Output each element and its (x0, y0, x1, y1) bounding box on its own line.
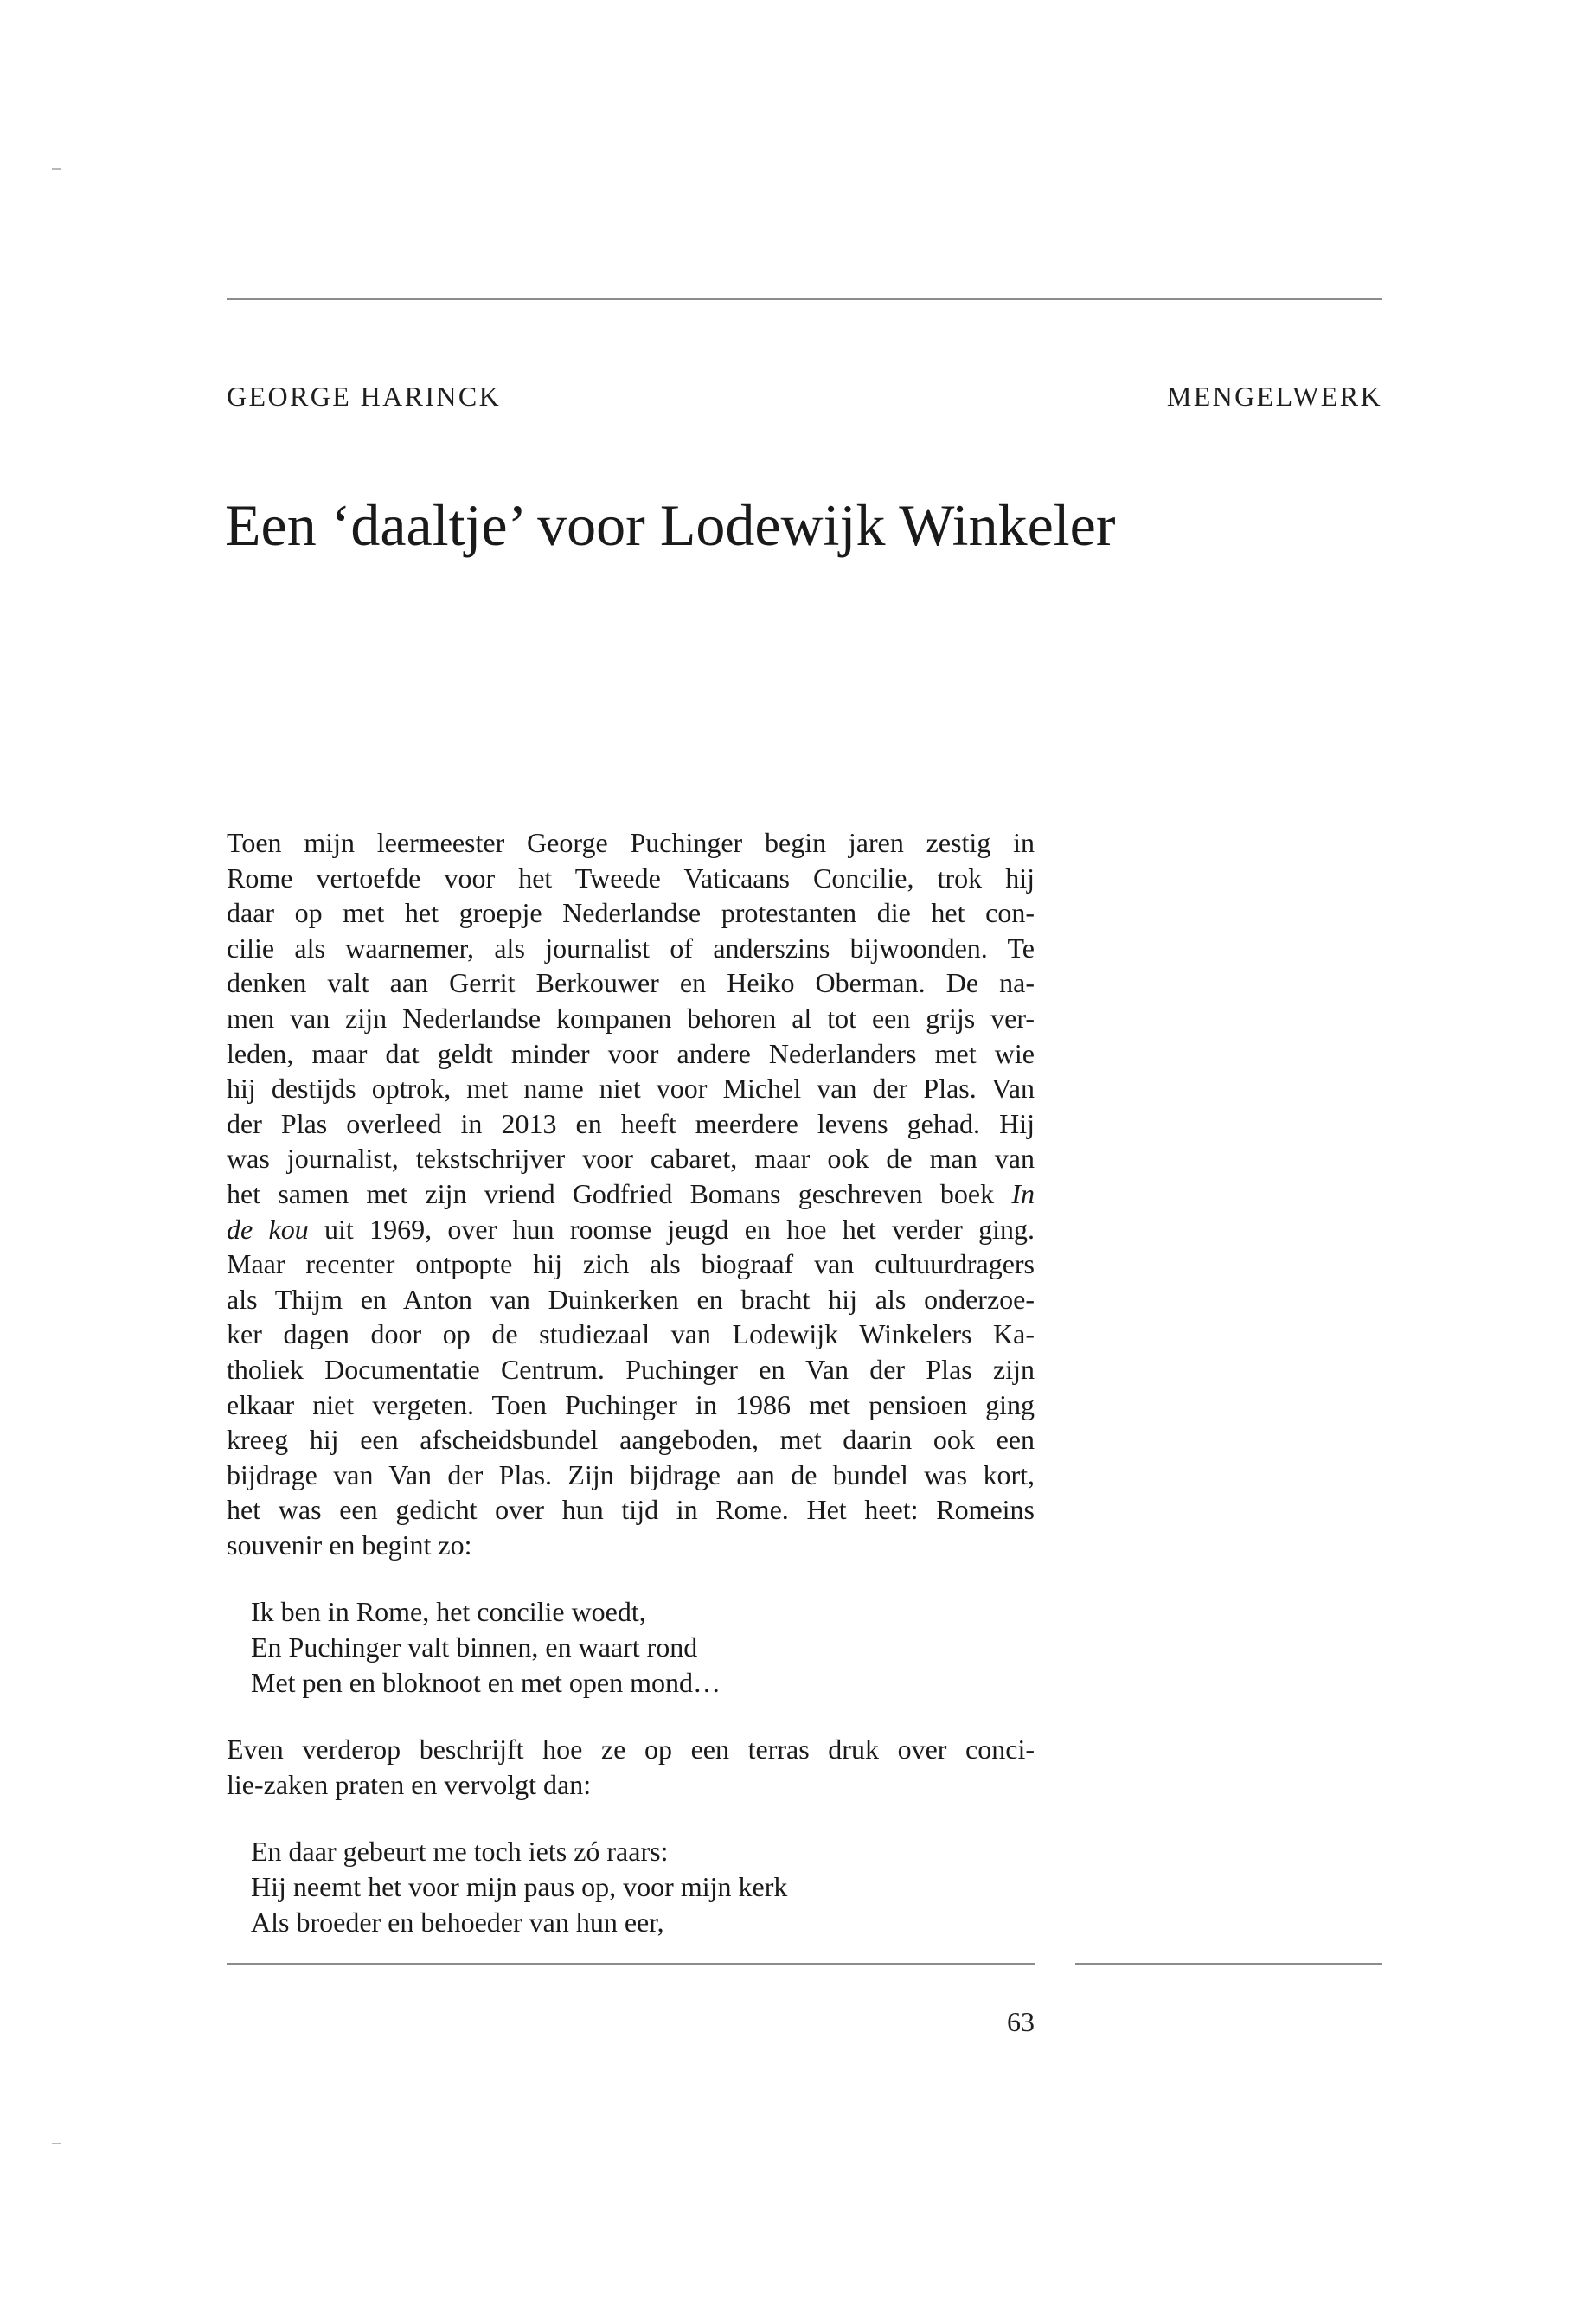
verse-line: Met pen en bloknoot en met open mond… (251, 1666, 721, 1698)
text-line: daar op met het groepje Nederlandse protestanten die het con- (227, 897, 1035, 929)
verse-quote-2 (227, 1834, 1035, 1939)
text-line: tholiek Documentatie Centrum. Puchinger en Van der Plas zijn (227, 1353, 1035, 1385)
paragraph-1 (227, 825, 1035, 1562)
spacer (227, 1802, 1035, 1834)
text-line: Rome vertoefde voor het Tweede Vaticaans Concilie, trok hij (227, 862, 1035, 894)
running-head-author: GEORGE HARINCK (227, 381, 502, 412)
text-line: was journalist, tekstschrijver voor cabaret, maar ook de man van (227, 1143, 1035, 1175)
running-head-section: MENGELWERK (1166, 381, 1382, 412)
text-line: denken valt aan Gerrit Berkouwer en Heiko Oberman. De na- (227, 967, 1035, 999)
header-rule (227, 298, 1382, 300)
crop-mark-bottom-left (52, 2143, 61, 2144)
verse-line: Hij neemt het voor mijn paus op, voor mijn kerk (251, 1871, 788, 1903)
text-line: ker dagen door op de studiezaal van Lodewijk Winkelers Ka- (227, 1318, 1035, 1350)
verse-line: Als broeder en behoeder van hun eer, (251, 1906, 664, 1938)
paragraph-2 (227, 1732, 1035, 1802)
text-line: Even verderop beschrijft hoe ze op een terras druk over conci- (227, 1734, 1035, 1766)
text-line: der Plas overleed in 2013 en heeft meerdere levens gehad. Hij (227, 1107, 1035, 1139)
crop-mark-top-left (52, 168, 61, 170)
text-segment: uit 1969, over hun roomse jeugd en hoe het verder ging. (308, 1213, 1035, 1245)
text-line: Maar recenter ontpopte hij zich als biograaf van cultuurdragers (227, 1248, 1035, 1280)
article-title: Een ‘daaltje’ voor Lodewijk Winkeler (225, 492, 1116, 558)
article-body (227, 825, 1035, 1939)
verse-line: En Puchinger valt binnen, en waart rond (251, 1631, 698, 1663)
text-line: men van zijn Nederlandse kompanen behoren al tot een grijs ver- (227, 1002, 1035, 1034)
book-title-italic: de kou (227, 1213, 309, 1245)
text-line: leden, maar dat geldt minder voor andere Nederlanders met wie (227, 1037, 1035, 1069)
text-line: lie-zaken praten en vervolgt dan: (227, 1768, 592, 1800)
verse-line: En daar gebeurt me toch iets zó raars: (251, 1836, 669, 1868)
text-segment: het samen met zijn vriend Godfried Bomans geschreven boek (227, 1177, 995, 1209)
spacer (227, 1700, 1035, 1732)
text-line: Toen mijn leermeester George Puchinger begin jaren zestig in (227, 827, 1035, 858)
text-line: als Thijm en Anton van Duinkerken en bracht hij als onderzoe- (227, 1283, 1035, 1315)
text-line: het was een gedicht over hun tijd in Rome. Het heet: Romeins (227, 1494, 1035, 1526)
book-title-italic: In (1011, 1177, 1035, 1209)
text-line (227, 1212, 1035, 1247)
page-number: 63 (1007, 2006, 1035, 2037)
text-line: hij destijds optrok, met name niet voor Michel van der Plas. Van (227, 1073, 1035, 1105)
verse-quote-1 (227, 1594, 1035, 1700)
text-line: elkaar niet vergeten. Toen Puchinger in 1986 met pensioen ging (227, 1388, 1035, 1420)
text-line: souvenir en begint zo: (227, 1529, 472, 1561)
text-line: cilie als waarnemer, als journalist of anderszins bijwoonden. Te (227, 932, 1035, 964)
verse-line: Ik ben in Rome, het concilie woedt, (251, 1596, 646, 1628)
spacer (227, 1562, 1035, 1594)
footer-rule-left (227, 1963, 1035, 1965)
text-line: kreeg hij een afscheidsbundel aangeboden, met daarin ook een (227, 1424, 1035, 1456)
footer-rule-right (1075, 1963, 1382, 1965)
text-line: bijdrage van Van der Plas. Zijn bijdrage aan de bundel was kort, (227, 1458, 1035, 1490)
text-line (227, 1176, 1035, 1212)
